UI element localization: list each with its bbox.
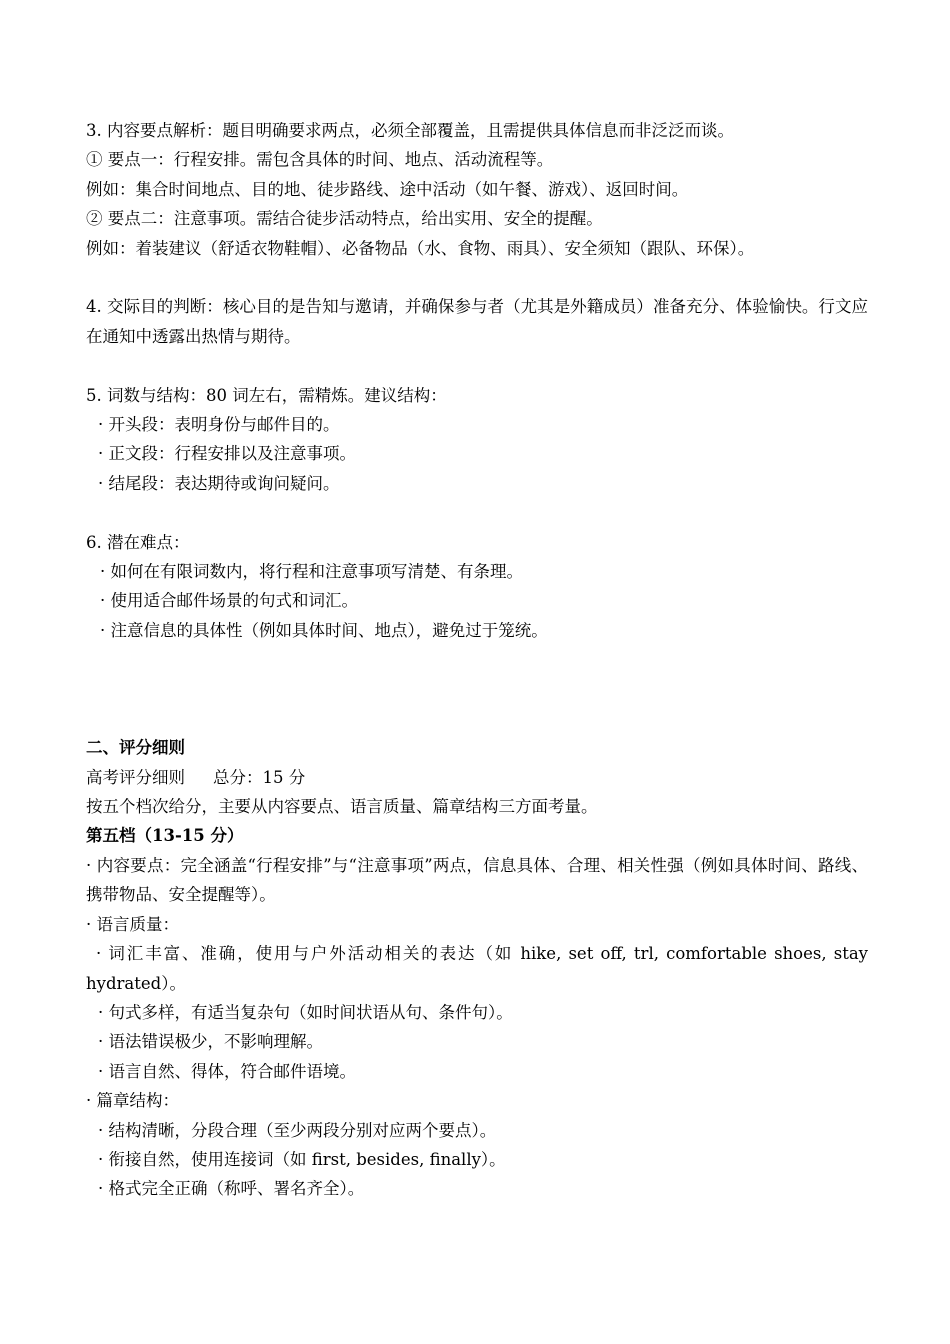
band5-structure-label: · 篇章结构： bbox=[86, 1091, 179, 1111]
band5-language-item: · 语言自然、得体，符合邮件语境。 bbox=[98, 1061, 356, 1081]
band5-language-label: · 语言质量： bbox=[86, 914, 179, 934]
band5-content-point: · 内容要点：完全涵盖“行程安排”与“注意事项”两点，信息具体、合理、相关性强（例如具体时间、路线、携带物品、安全提醒等）。 bbox=[86, 855, 868, 905]
section5-item: · 结尾段：表达期待或询问疑问。 bbox=[98, 473, 340, 493]
band5-structure-item: · 衔接自然，使用连接词（如 first, besides, finally）。 bbox=[98, 1149, 506, 1169]
rubric-subtitle bbox=[86, 763, 868, 792]
section6-item: · 如何在有限词数内，将行程和注意事项写清楚、有条理。 bbox=[100, 562, 523, 582]
rubric-subtitle-left: 高考评分细则 bbox=[86, 767, 185, 787]
band5-language-item: · 语法错误极少，不影响理解。 bbox=[98, 1032, 323, 1052]
band5-language-item: · 词汇丰富、准确，使用与户外活动相关的表达（如 hike, set off, trl, comfortable shoes, stay hydrated）。 bbox=[86, 944, 868, 993]
section3-heading: 3. 内容要点解析：题目明确要求两点，必须全部覆盖，且需提供具体信息而非泛泛而谈。 bbox=[86, 121, 734, 140]
section6-heading: 6. 潜在难点： bbox=[86, 532, 190, 552]
band5-title: 第五档（13-15 分） bbox=[86, 826, 244, 846]
rubric-total-score: 总分：15 分 bbox=[213, 767, 306, 787]
blank-line bbox=[86, 263, 868, 292]
band5-language-item: · 句式多样，有适当复杂句（如时间状语从句、条件句）。 bbox=[98, 1002, 513, 1022]
section3-point2: ② 要点二：注意事项。需结合徒步活动特点，给出实用、安全的提醒。 bbox=[86, 209, 603, 229]
section5-heading: 5. 词数与结构：80 词左右，需精炼。建议结构： bbox=[86, 385, 447, 405]
rubric-intro: 按五个档次给分，主要从内容要点、语言质量、篇章结构三方面考量。 bbox=[86, 797, 598, 817]
section3-point1-example: 例如：集合时间地点、目的地、徒步路线、途中活动（如午餐、游戏）、返回时间。 bbox=[86, 179, 689, 199]
section6-item: · 注意信息的具体性（例如具体时间、地点），避免过于笼统。 bbox=[100, 620, 548, 640]
section-gap bbox=[86, 645, 868, 733]
section5-item: · 开头段：表明身份与邮件目的。 bbox=[98, 415, 340, 435]
blank-line bbox=[86, 351, 868, 380]
rubric-title: 二、评分细则 bbox=[86, 738, 185, 758]
section3-point1: ① 要点一：行程安排。需包含具体的时间、地点、活动流程等。 bbox=[86, 150, 554, 170]
document-page bbox=[86, 116, 868, 1204]
section5-item: · 正文段：行程安排以及注意事项。 bbox=[98, 444, 356, 464]
section4-text: 4. 交际目的判断：核心目的是告知与邀请，并确保参与者（尤其是外籍成员）准备充分、体验愉快。行文应在通知中透露出热情与期待。 bbox=[86, 297, 868, 346]
section6-item: · 使用适合邮件场景的句式和词汇。 bbox=[100, 591, 358, 611]
section3-point2-example: 例如：着装建议（舒适衣物鞋帽）、必备物品（水、食物、雨具）、安全须知（跟队、环保）。 bbox=[86, 238, 755, 258]
band5-structure-item: · 格式完全正确（称呼、署名齐全）。 bbox=[98, 1179, 365, 1199]
band5-structure-item: · 结构清晰，分段合理（至少两段分别对应两个要点）。 bbox=[98, 1120, 497, 1140]
blank-line bbox=[86, 498, 868, 527]
